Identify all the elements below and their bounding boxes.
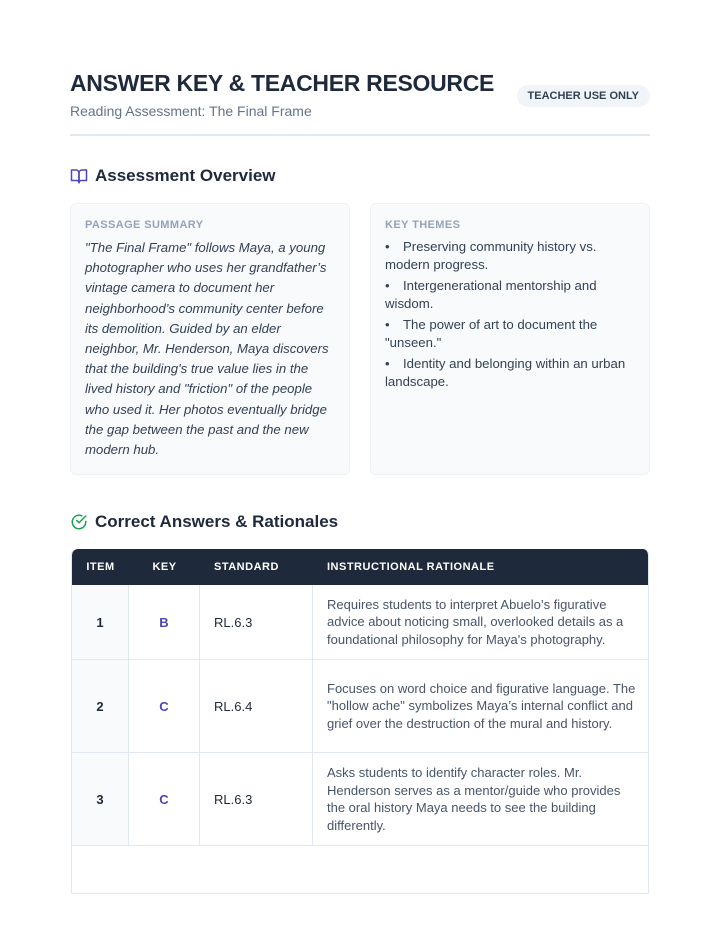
theme-item: • Preserving community history vs. modern progress. bbox=[385, 239, 597, 272]
column-header-key: KEY bbox=[152, 561, 177, 573]
table-row bbox=[72, 585, 649, 660]
key-themes-label: KEY THEMES bbox=[385, 219, 461, 231]
answer-key: C bbox=[129, 660, 200, 752]
column-header-item: ITEM bbox=[86, 561, 115, 573]
passage-summary-text: "The Final Frame" follows Maya, a young photographer who uses her grandfather’s vintage camera to document her neighborhood’s community center before its demolition. Guided by an elder neighbor, Mr. Henderson, Maya discovers that the building's true value lies in the lived history and "friction" of the people who used it. Her photos eventually bridge the gap between the past and the new modern hub. bbox=[85, 240, 329, 458]
standard-code: RL.6.3 bbox=[200, 585, 313, 659]
answers-table bbox=[71, 549, 649, 894]
column-header-standard: STANDARD bbox=[214, 561, 279, 573]
rationale-text: Asks students to identify character roles. Mr. Henderson serves as a mentor/guide who provides the oral history Maya needs to see the building differently. bbox=[327, 765, 621, 833]
answers-section-heading bbox=[70, 511, 338, 533]
standard-code: RL.6.4 bbox=[200, 660, 313, 752]
standard-code: RL.6.3 bbox=[200, 753, 313, 845]
table-row bbox=[72, 660, 649, 753]
passage-summary-label: PASSAGE SUMMARY bbox=[85, 219, 204, 231]
document-header bbox=[70, 70, 650, 136]
theme-item: • Identity and belonging within an urban landscape. bbox=[385, 356, 626, 389]
answer-key: C bbox=[129, 753, 200, 845]
rationale-text: Requires students to interpret Abuelo’s figurative advice about noticing small, overlooked details as a foundational philosophy for Maya's photography. bbox=[327, 596, 624, 647]
document-title: ANSWER KEY & TEACHER RESOURCE bbox=[70, 70, 495, 96]
key-themes-list bbox=[385, 238, 635, 390]
document-subtitle: Reading Assessment: The Final Frame bbox=[70, 103, 312, 119]
answers-heading-text: Correct Answers & Rationales bbox=[95, 512, 339, 531]
theme-item: • Intergenerational mentorship and wisdom. bbox=[385, 278, 597, 311]
item-number: 3 bbox=[72, 753, 129, 845]
key-themes-card bbox=[370, 203, 650, 475]
passage-summary-card bbox=[70, 203, 350, 475]
overview-section-heading bbox=[70, 165, 276, 187]
item-number: 1 bbox=[72, 585, 129, 659]
check-circle-icon bbox=[70, 513, 88, 531]
book-open-icon bbox=[70, 167, 88, 185]
table-row bbox=[72, 753, 649, 846]
teacher-use-badge: TEACHER USE ONLY bbox=[517, 85, 650, 107]
theme-item: • The power of art to document the "unseen." bbox=[385, 317, 598, 350]
table-header bbox=[72, 549, 649, 585]
answer-key: B bbox=[129, 585, 200, 659]
overview-heading-text: Assessment Overview bbox=[95, 166, 276, 185]
rationale-text: Focuses on word choice and figurative language. The "hollow ache" symbolizes Maya’s internal conflict and grief over the destruction of the mural and history. bbox=[327, 680, 636, 731]
column-header-rationale: INSTRUCTIONAL RATIONALE bbox=[327, 561, 495, 573]
item-number: 2 bbox=[72, 660, 129, 752]
